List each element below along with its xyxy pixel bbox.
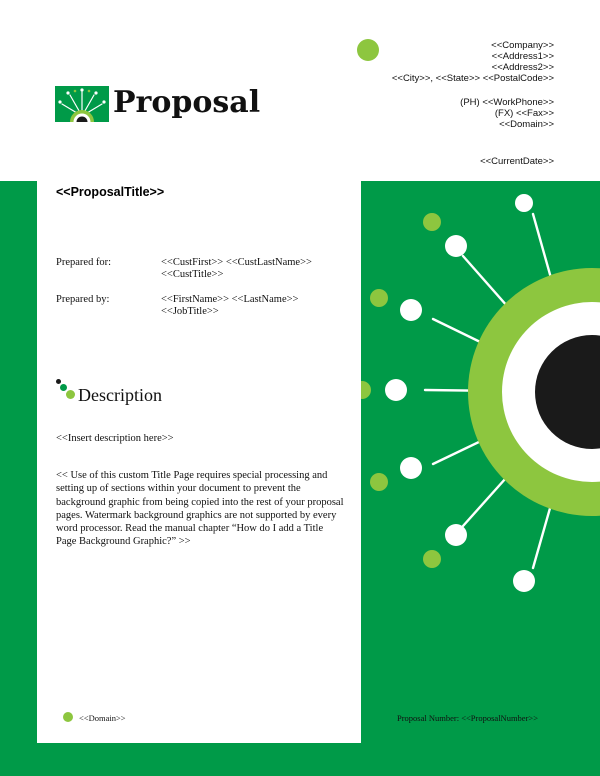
footer-proposal-number: Proposal Number: <<ProposalNumber>>	[397, 713, 538, 723]
prepared-by-name: <<FirstName>> <<LastName>>	[161, 294, 299, 305]
heading-bullet-icon	[56, 379, 61, 384]
header-dot-icon	[357, 39, 379, 61]
phone-field: (PH) <<WorkPhone>>	[460, 97, 554, 108]
address2-field: <<Address2>>	[491, 62, 554, 73]
prepared-by-title: <<JobTitle>>	[161, 306, 219, 317]
company-field: <<Company>>	[491, 40, 554, 51]
address1-field: <<Address1>>	[491, 51, 554, 62]
domain-field: <<Domain>>	[499, 119, 554, 130]
footer-dot-icon	[63, 712, 73, 722]
prepared-for-name: <<CustFirst>> <<CustLastName>>	[161, 257, 312, 268]
city-state-postal-field: <<City>>, <<State>> <<PostalCode>>	[391, 73, 554, 84]
fax-field: (FX) <<Fax>>	[494, 108, 554, 119]
heading-bullet-icon	[60, 384, 67, 391]
current-date-field: <<CurrentDate>>	[480, 156, 554, 167]
sunburst-graphic	[350, 181, 600, 601]
proposal-title-field: <<ProposalTitle>>	[56, 185, 165, 199]
heading-bullet-icon	[66, 390, 75, 399]
description-heading: Description	[78, 385, 162, 405]
proposal-logo-icon	[55, 86, 109, 122]
page-title: Proposal	[113, 85, 261, 120]
prepared-for-label: Prepared for:	[56, 257, 112, 268]
prepared-for-title: <<CustTitle>>	[161, 269, 224, 280]
description-placeholder: <<Insert description here>>	[56, 433, 174, 444]
footer-domain: <<Domain>>	[79, 713, 126, 723]
instructions-paragraph: << Use of this custom Title Page requires special processing and setting up of sections within your document to prevent the background graphic from being copied into the rest of your proposal pages. Watermark background graphics are not supported by every word processor. Read the manual chapter “How do I add a Title Page Background Graphic?” >>	[56, 470, 344, 548]
prepared-by-label: Prepared by:	[56, 294, 110, 305]
